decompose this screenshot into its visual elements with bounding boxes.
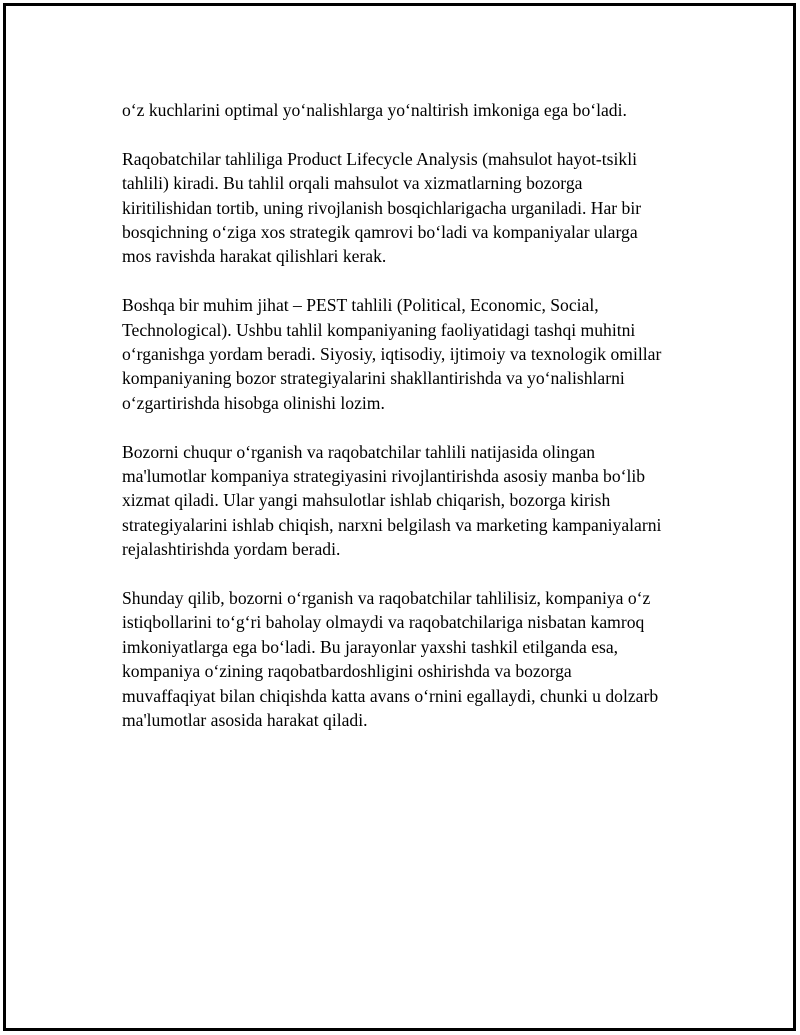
paragraph-pest-analysis: Boshqa bir muhim jihat – PEST tahlili (Political, Economic, Social, Technological). Ushbu tahlil kompaniyaning faoliyatidagi tashqi muhitni o‘rganishga yordam beradi. Siyosiy, iqtisodiy, ijtimoiy va texnologik omillar kompaniyaning bozor strategiyalarini shakllantirishda va yo‘nalishlarni o‘zgartirishda hisobga olinishi lozim. (122, 295, 662, 413)
document-body (122, 98, 702, 757)
paragraph-market-research: Bozorni chuqur o‘rganish va raqobatchilar tahlili natijasida olingan ma'lumotlar kompaniya strategiyasini rivojlantirishda asosiy manba bo‘lib xizmat qiladi. Ular yangi mahsulotlar ishlab chiqarish, bozorga kirish strategiyalarini ishlab chiqish, narxni belgilash va marketing kampaniyalarni rejalashtirishda yordam beradi. (122, 441, 662, 560)
paragraph-continuation: o‘z kuchlarini optimal yo‘nalishlarga yo‘naltirish imkoniga ega bo‘ladi. (122, 100, 627, 120)
page-border (3, 3, 796, 1031)
paragraph-product-lifecycle: Raqobatchilar tahliliga Product Lifecycle Analysis (mahsulot hayot-tsikli tahlili) kiradi. Bu tahlil orqali mahsulot va xizmatlarning bozorga kiritilishidan tortib, uning rivojlanish bosqichlarigacha urganiladi. Har bir bosqichning o‘ziga xos strategik qamrovi bo‘ladi va kompaniyalar ularga mos ravishda harakat qilishlari kerak. (122, 148, 642, 267)
paragraph-conclusion: Shunday qilib, bozorni o‘rganish va raqobatchilar tahlilisiz, kompaniya o‘z istiqbollarini to‘g‘ri baholay olmaydi va raqobatchilariga nisbatan kamroq imkoniyatlarga ega bo‘ladi. Bu jarayonlar yaxshi tashkil etilganda esa, kompaniya o‘zining raqobatbardoshligini oshirishda va bozorga muvaffaqiyat bilan chiqishda katta avans o‘rnini egallaydi, chunki u dolzarb ma'lumotlar asosida harakat qiladi. (122, 588, 659, 731)
